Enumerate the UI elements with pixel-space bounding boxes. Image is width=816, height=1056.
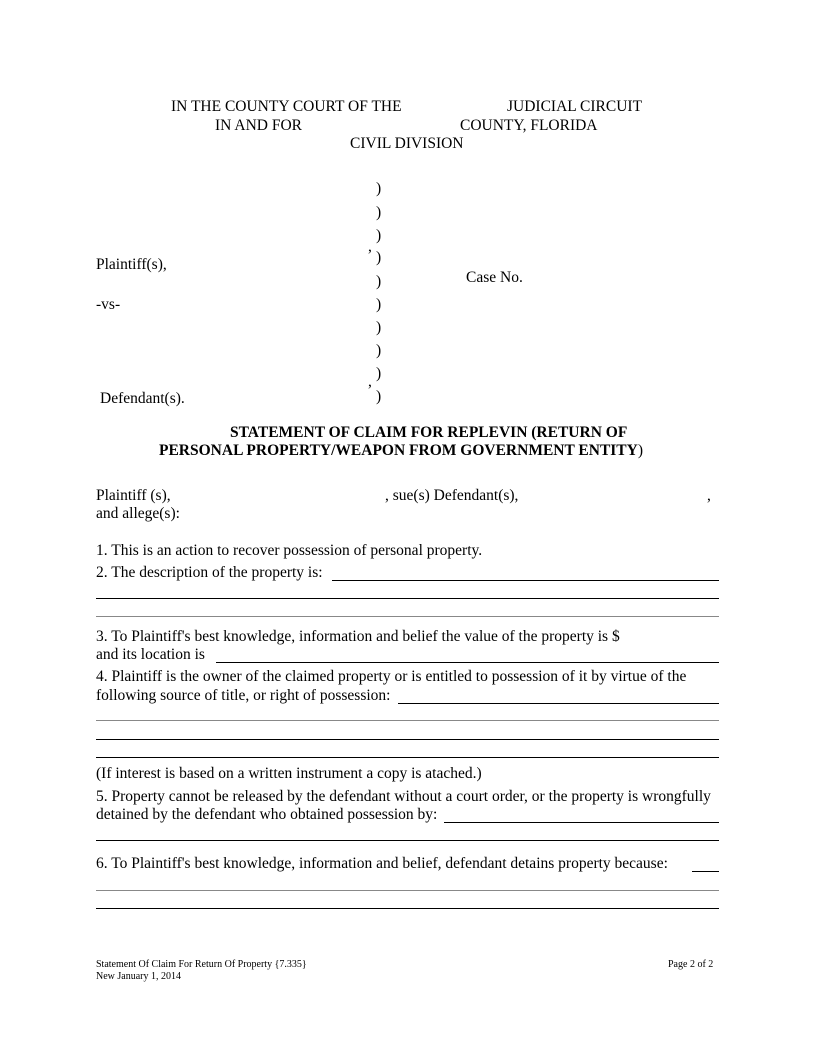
possession-line[interactable] (444, 822, 719, 823)
caption-paren: ) (376, 204, 382, 221)
paragraph-6: 6. To Plaintiff's best knowledge, information and belief, defendant detains property because: (96, 855, 668, 872)
caption-paren: ) (376, 249, 382, 266)
caption-paren: ) (376, 296, 382, 313)
paragraph-3: 3. To Plaintiff's best knowledge, information and belief the value of the property is $ (96, 628, 620, 645)
caption-paren: ) (376, 342, 382, 359)
defendant-label: Defendant(s). (100, 390, 185, 407)
intro-plaintiff-label: Plaintiff (s), (96, 487, 171, 504)
caption-paren: ) (376, 273, 382, 290)
property-description-line[interactable] (96, 598, 719, 599)
paragraph-3-location: and its location is (96, 646, 205, 663)
paragraph-5-possession: detained by the defendant who obtained possession by: (96, 806, 438, 823)
paragraph-2: 2. The description of the property is: (96, 564, 323, 581)
intro-allege: and allege(s): (96, 505, 180, 522)
county-line-right: COUNTY, FLORIDA (460, 117, 598, 134)
plaintiff-label: Plaintiff(s), (96, 256, 167, 273)
title-source-line[interactable] (96, 757, 719, 758)
property-description-line[interactable] (96, 616, 719, 617)
title-source-line[interactable] (398, 703, 719, 704)
caption-paren: ) (376, 227, 382, 244)
court-line-left: IN THE COUNTY COURT OF THE (171, 98, 402, 115)
versus-label: -vs- (96, 296, 121, 313)
paragraph-1: 1. This is an action to recover possession of personal property. (96, 542, 483, 559)
title-source-line[interactable] (96, 739, 719, 740)
property-description-line[interactable] (332, 580, 719, 581)
location-line[interactable] (216, 662, 719, 663)
paragraph-4: 4. Plaintiff is the owner of the claimed property or is entitled to possession of it by virtue of the (96, 668, 687, 685)
detain-reason-line[interactable] (692, 871, 719, 872)
detain-reason-line[interactable] (96, 908, 719, 909)
county-line-left: IN AND FOR (215, 117, 302, 134)
document-title-line2-close: ) (637, 442, 644, 459)
case-no-label: Case No. (466, 269, 523, 286)
caption-paren: ) (376, 180, 382, 197)
footer-page-number: Page 2 of 2 (668, 959, 714, 970)
caption-comma: , (368, 238, 372, 255)
intro-comma: , (707, 487, 711, 504)
footer-revision: New January 1, 2014 (96, 971, 181, 982)
document-title-line1: STATEMENT OF CLAIM FOR REPLEVIN (RETURN OF (230, 424, 628, 441)
document-title-line2-text: PERSONAL PROPERTY/WEAPON FROM GOVERNMENT ENTITY (159, 442, 638, 459)
document-title-line2 (159, 442, 643, 460)
caption-paren: ) (376, 365, 382, 382)
division-label: CIVIL DIVISION (350, 135, 464, 152)
caption-paren: ) (376, 319, 382, 336)
possession-line[interactable] (96, 840, 719, 841)
paragraph-5: 5. Property cannot be released by the defendant without a court order, or the property is wrongfully (96, 788, 711, 805)
court-line-right: JUDICIAL CIRCUIT (507, 98, 643, 115)
caption-paren: ) (376, 388, 382, 405)
intro-sue-text: , sue(s) Defendant(s), (385, 487, 519, 504)
title-source-line[interactable] (96, 720, 719, 721)
caption-comma: , (368, 373, 372, 390)
footer-form-title: Statement Of Claim For Return Of Property {7.335} (96, 959, 307, 970)
written-instrument-note: (If interest is based on a written instrument a copy is atached.) (96, 765, 482, 782)
detain-reason-line[interactable] (96, 890, 719, 891)
paragraph-4-source: following source of title, or right of possession: (96, 687, 391, 704)
